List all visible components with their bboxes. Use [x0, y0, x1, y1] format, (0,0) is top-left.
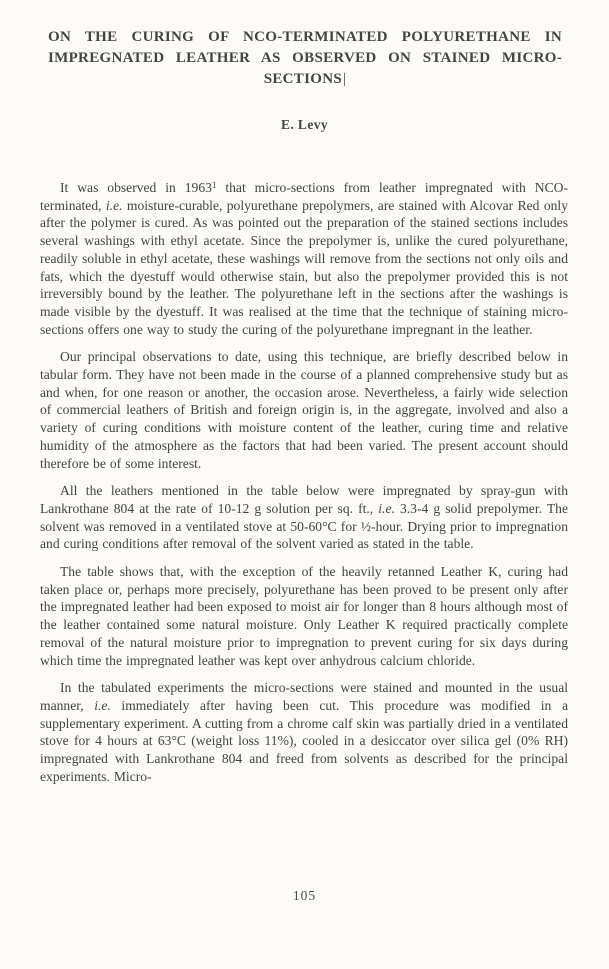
- text-run: 3.3-4 g solid prepolymer. The solvent was removed in a ventilated stove at 50-60°C for ½-hour. Drying prior to impregnation and curing conditions after removal of the solvent varied as stated in the table.: [40, 500, 568, 552]
- italic-run: i.e.: [378, 500, 395, 516]
- title-line-3: [48, 69, 562, 90]
- paragraph: [40, 563, 568, 669]
- paragraph: [40, 348, 568, 472]
- author-name: E. Levy: [280, 117, 329, 132]
- italic-run: i.e.: [105, 197, 123, 213]
- paragraph: [40, 679, 568, 785]
- article-body: [40, 179, 568, 786]
- paragraph: [40, 482, 568, 553]
- text-run: that micro-sections from leather impregnated with NCO-terminated,: [40, 180, 568, 213]
- paragraph: [40, 179, 568, 338]
- footnote-marker: 1: [211, 180, 217, 190]
- title-line-1: ON THE CURING OF NCO-TERMINATED POLYURETHANE IN: [48, 29, 562, 45]
- title-line-3-text: SECTIONS: [263, 71, 342, 87]
- text-run: The table shows that, with the exception of the heavily retanned Leather K, curing had taken place or, perhaps more precisely, polyurethane has been proved to be present only after the impregnated leather had been exposed to moist air for longer than 8 hours although most of the leather contained some natural moisture. Only Leather K required practically complete removal of the natural moisture prior to impregnation to prevent curing for six days during which time the impregnated leather was kept over anhydrous calcium chloride.: [40, 564, 568, 668]
- page-number: 105: [292, 888, 317, 903]
- text-run: immediately after having been cut. This procedure was modified in a supplementary experiment. A cutting from a chrome calf skin was partially dried in a ventilated stove for 4 hours at 63°C (weight loss 11%), cooled in a desiccator over silica gel (0% RH) impregnated with Lankrothane 804 and freed from solvents as described for the principal experiments. Micro-: [40, 697, 568, 784]
- page-footer: [0, 888, 609, 904]
- title-line-2: IMPREGNATED LEATHER AS OBSERVED ON STAINED MICRO-: [48, 50, 562, 66]
- title-end-mark: |: [342, 71, 347, 87]
- text-run: Our principal observations to date, using this technique, are briefly described below in tabular form. They have not been made in the course of a planned comprehensive study but as and when, for one reason or another, the occasion arose. Nevertheless, a fairly wide selection of commercial leathers of British and foreign origin is, in the aggregate, involved and also a variety of curing conditions with moisture content of the leather, curing time and relative humidity of the atmosphere as the factors that had been varied. The present account should therefore be of some interest.: [40, 349, 568, 471]
- article-header: [0, 0, 609, 133]
- text-run: In the tabulated experiments the micro-sections were stained and mounted in the usual manner,: [40, 680, 568, 713]
- text-run: moisture-curable, polyurethane prepolymers, are stained with Alcovar Red only after the polymer is cured. As was pointed out the preparation of the stained sections includes several washings with ethyl acetate. Since the prepolymer is, unlike the cured polyurethane, readily soluble in ethyl acetate, these washings will remove from the sections not only oils and fats, which the dyestuff would otherwise stain, but also the prepolymer provided this is not irreversibly bound by the leather. The polyurethane left in the sections after the washings is made visible by the dyestuff. It was realised at the time that the technique of staining micro-sections offers one way to study the curing of the polyurethane impregnant in the leather.: [40, 197, 569, 337]
- article-title: [48, 27, 562, 90]
- text-run: All the leathers mentioned in the table below were impregnated by spray-gun with Lankrothane 804 at the rate of 10-12 g solution per sq. ft.,: [40, 483, 568, 516]
- italic-run: i.e.: [94, 697, 111, 713]
- text-run: It was observed in 1963: [60, 180, 212, 195]
